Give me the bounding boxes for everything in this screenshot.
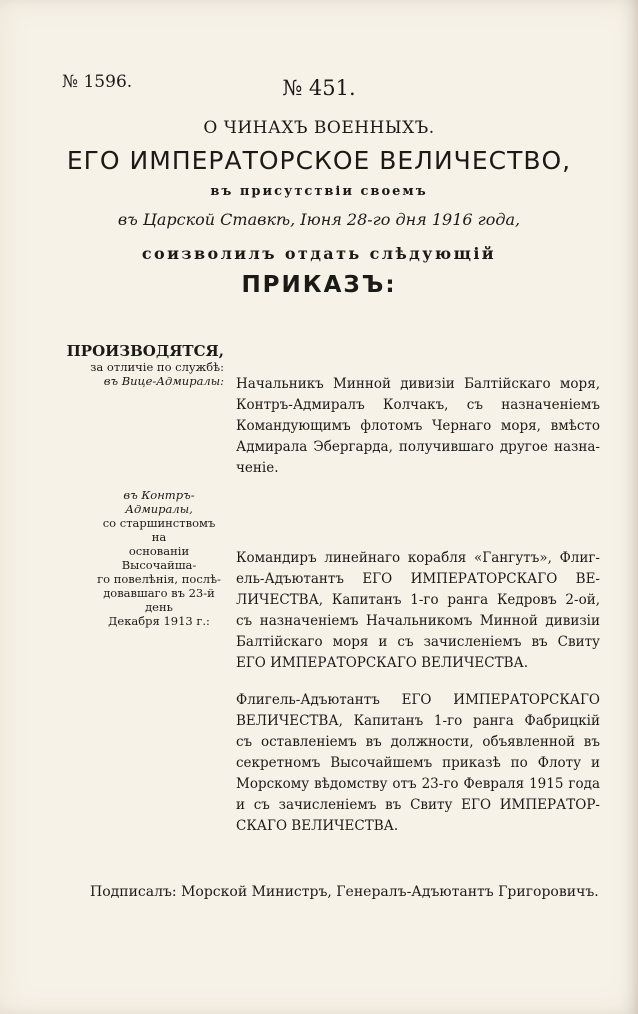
margin-subheading: за отличіе по службѣ: <box>90 360 224 374</box>
paragraph-line: съ назначеніемъ Начальникомъ Минной дивизіи <box>236 613 600 629</box>
signature-line: Подписалъ: Морской Министръ, Генералъ-Адъютантъ Григоровичъ. <box>90 884 599 900</box>
paragraph-kedrov <box>236 548 600 674</box>
paragraph-line: СКАГО ВЕЛИЧЕСТВА. <box>236 818 399 834</box>
paragraph-line: ченіе. <box>236 460 279 476</box>
document-number-left: № 1596. <box>62 72 133 92</box>
order-number: № 451. <box>282 76 356 100</box>
title-presence: въ присутствіи своемъ <box>210 184 428 199</box>
paragraph-line: ЕГО ИМПЕРАТОРСКАГО ВЕЛИЧЕСТВА. <box>236 655 529 671</box>
paragraph-line: ель-Адъютантъ ЕГО ИМПЕРАТОРСКАГО ВЕ- <box>236 571 600 587</box>
paragraph-line: Морскому вѣдомству отъ 23-го Февраля 1915 года <box>236 776 600 792</box>
order-subject: О ЧИНАХЪ ВОЕННЫХЪ. <box>203 118 435 138</box>
margin-note-line: довавшаго въ 23-й день <box>103 586 215 614</box>
paragraph-line: Адмирала Эбергарда, получившаго другое назна- <box>236 439 600 455</box>
paragraph-line: Флигель-Адъютантъ ЕГО ИМПЕРАТОРСКАГО <box>236 692 600 708</box>
paragraph-line: Начальникъ Минной дивизіи Балтійскаго моря, <box>236 376 600 392</box>
margin-note-line: го повелѣнія, послѣ- <box>97 572 221 586</box>
margin-heading: ПРОИЗВОДЯТСЯ, <box>66 342 224 360</box>
paragraph-line: Командующимъ флотомъ Чернаго моря, вмѣсто <box>236 418 600 434</box>
margin-rank-vice-admiral: въ Вице-Адмиралы: <box>103 374 224 388</box>
margin-heading-block <box>67 342 224 388</box>
paragraph-fabritsky <box>236 690 600 837</box>
margin-note-line: основаніи Высочайша- <box>121 544 197 572</box>
title-majesty: ЕГО ИМПЕРАТОРСКОЕ ВЕЛИЧЕСТВО, <box>66 146 572 175</box>
margin-note-line: со старшинствомъ на <box>102 516 216 544</box>
paragraph-line: и съ зачисленіемъ въ Свиту ЕГО ИМПЕРАТОР- <box>236 797 600 813</box>
title-place-date: въ Царской Ставкѣ, Іюня 28-го дня 1916 года, <box>117 210 521 229</box>
paragraph-line: Балтійскаго моря и съ зачисленіемъ въ Свиту <box>236 634 600 650</box>
paragraph-kolchak <box>236 374 600 479</box>
paragraph-line: Командиръ линейнаго корабля «Гангутъ», Флиг- <box>236 550 600 566</box>
title-deigned: соизволилъ отдать слѣдующій <box>141 244 497 263</box>
margin-rank-rear-admiral-block <box>94 488 224 628</box>
paragraph-line: Контръ-Адмиралъ Колчакъ, съ назначеніемъ <box>236 397 600 413</box>
paragraph-line: съ оставленіемъ въ должности, объявленной въ <box>236 734 600 750</box>
title-order: ПРИКАЗЪ: <box>241 272 397 298</box>
paragraph-line: ЛИЧЕСТВА, Капитанъ 1-го ранга Кедровъ 2-ой, <box>236 592 600 608</box>
paragraph-line: секретномъ Высочайшемъ приказѣ по Флоту и <box>236 755 600 771</box>
paragraph-line: ВЕЛИЧЕСТВА, Капитанъ 1-го ранга Фабрицкій <box>236 713 600 729</box>
margin-rank-rear-admiral: въ Контръ-Адмиралы, <box>123 488 195 516</box>
margin-note-line: Декабря 1913 г.: <box>108 614 210 628</box>
